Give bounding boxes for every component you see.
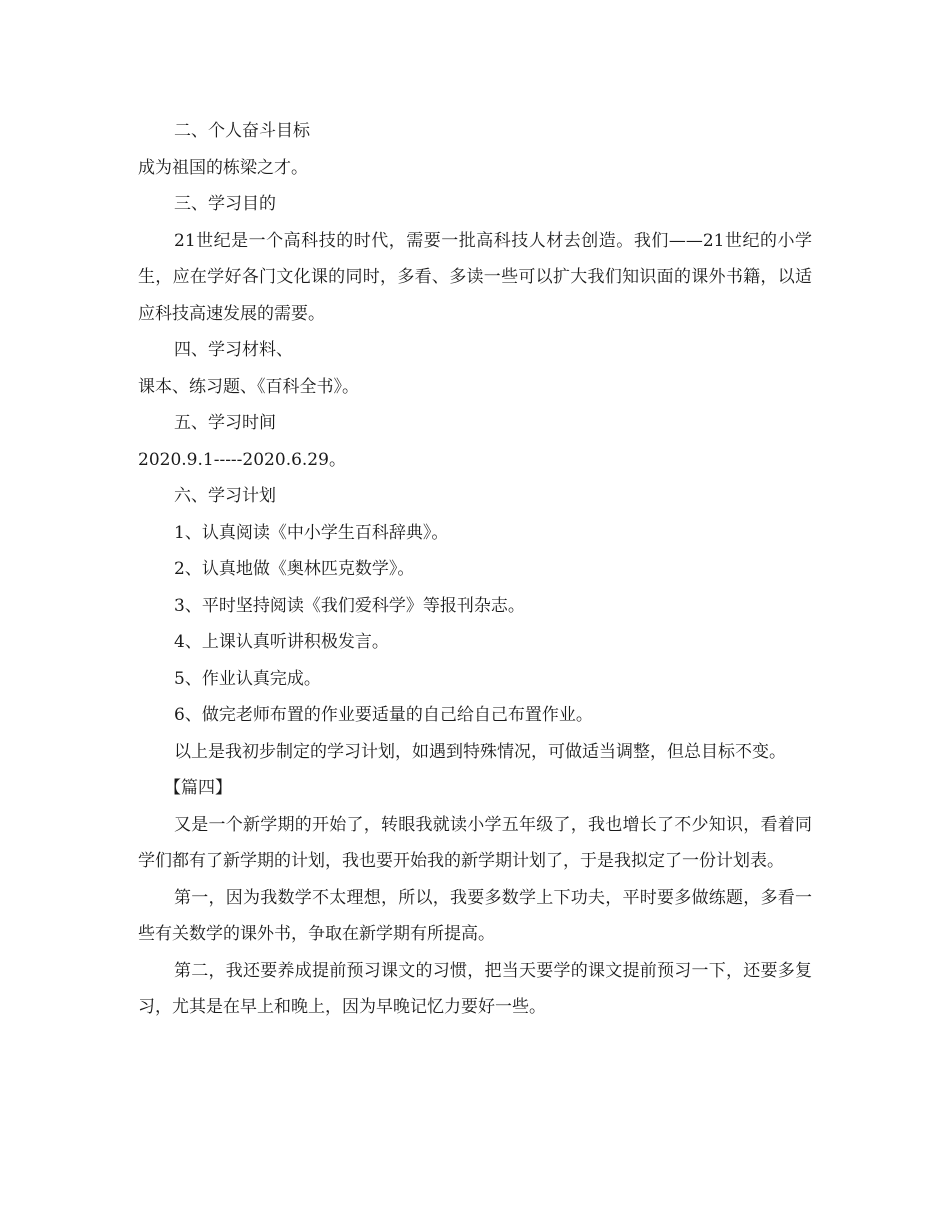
paragraph-intro: 又是一个新学期的开始了，转眼我就读小学五年级了，我也增长了不少知识，看着同学们都有了新学期的计划，我也要开始我的新学期计划了，于是我拟定了一份计划表。 <box>138 814 812 871</box>
paragraph-summary: 以上是我初步制定的学习计划，如遇到特殊情况，可做适当调整，但总目标不变。 <box>174 741 786 762</box>
document-body <box>138 113 812 1026</box>
plan-item-2: 2、认真地做《奥林匹克数学》。 <box>174 559 415 579</box>
section-title-part-four: 【篇四】 <box>164 778 232 798</box>
heading-goal: 二、个人奋斗目标 <box>174 121 310 141</box>
paragraph-second: 第二，我还要养成提前预习课文的习惯，把当天要学的课文提前预习一下，还要多复习，尤其是在早上和晚上，因为早晚记忆力要好一些。 <box>138 960 812 1017</box>
heading-materials: 四、学习材料、 <box>174 340 293 360</box>
plan-item-6: 6、做完老师布置的作业要适量的自己给自己布置作业。 <box>174 705 593 725</box>
plan-item-4: 4、上课认真听讲积极发言。 <box>174 632 389 652</box>
heading-purpose: 三、学习目的 <box>174 194 276 214</box>
heading-time: 五、学习时间 <box>174 413 276 433</box>
paragraph-purpose: 21世纪是一个高科技的时代，需要一批高科技人材去创造。我们——21世纪的小学生，应在学好各门文化课的同时，多看、多读一些可以扩大我们知识面的课外书籍，以适应科技高速发展的需要。 <box>138 230 812 324</box>
paragraph-first: 第一，因为我数学不太理想，所以，我要多数学上下功夫，平时要多做练题，多看一些有关数学的课外书，争取在新学期有所提高。 <box>138 887 812 944</box>
text-materials: 课本、练习题、《百科全书》。 <box>138 376 359 397</box>
text-time: 2020.9.1-----2020.6.29。 <box>138 449 346 470</box>
text-goal: 成为祖国的栋梁之才。 <box>138 157 308 178</box>
plan-item-1: 1、认真阅读《中小学生百科辞典》。 <box>174 522 449 543</box>
plan-item-5: 5、作业认真完成。 <box>174 668 321 689</box>
plan-item-3: 3、平时坚持阅读《我们爱科学》等报刊杂志。 <box>174 595 525 616</box>
heading-plan: 六、学习计划 <box>174 486 276 506</box>
